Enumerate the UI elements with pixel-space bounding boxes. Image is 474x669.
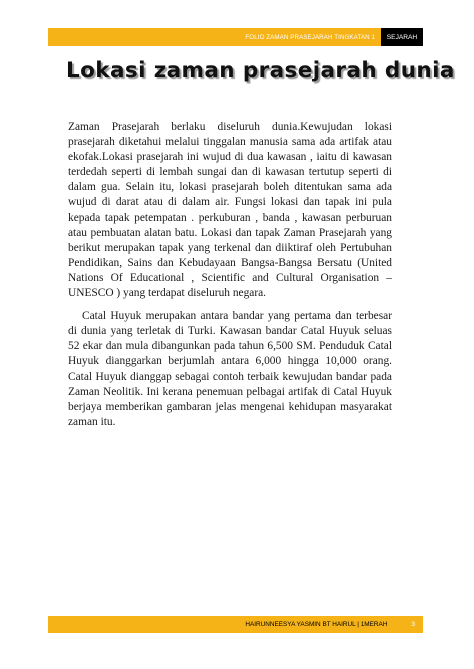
document-body xyxy=(68,120,392,430)
footer-author: HAIRUNNEESYA YASMIN BT HAIRUL | 1MERAH xyxy=(245,621,388,628)
page-number: 3 xyxy=(411,621,415,628)
header-section-label: SEJARAH xyxy=(381,28,423,46)
header-bar xyxy=(48,28,423,46)
paragraph: Catal Huyuk merupakan antara bandar yang pertama dan terbesar di dunia yang terletak di Turki. Kawasan bandar Catal Huyuk seluas 52 ekar dan mula dibangunkan pada tahun 6,500 SM. Penduduk Catal Huyuk dianggarkan berjumlah antara 6,000 hingga 10,000 orang. Catal Huyuk dianggap sebagai contoh terbaik kewujudan bandar pada Zaman Neolitik. Ini kerana penemuan pelbagai artifak di Catal Huyuk berjaya memberikan gambaran jelas mengenai kehidupan masyarakat zaman itu. xyxy=(68,310,392,428)
paragraph: Zaman Prasejarah berlaku diseluruh dunia.Kewujudan lokasi prasejarah diketahui melalui tinggalan manusia sama ada artifak atau ekofak.Lokasi prasejarah ini wujud di dua kawasan , iaitu di kawasan terdedah seperti di lembah sungai dan di kawasan tertutup seperti di dalam gua. Selain itu, lokasi prasejarah boleh ditentukan sama ada wujud di darat atau di dalam air. Fungsi lokasi dan tapak ini pula kepada tapak petempatan . perkuburan , banda , kawasan perburuan atau pembuatan alatan batu. Lokasi dan tapak Zaman Prasejarah yang berikut merupakan tapak yang terkenal dan diiktiraf oleh Pertubuhan Pendidikan, Sains dan Kebudayaan Bangsa-Bangsa Bersatu (United Nations Of Educational , Scientific and Cultural Organisation – UNESCO ) yang terdapat diseluruh negara. xyxy=(68,121,392,300)
footer-bar xyxy=(48,616,423,633)
page-title: Lokasi zaman prasejarah dunia xyxy=(66,58,455,83)
header-title: FOLIO ZAMAN PRASEJARAH TINGKATAN 1 xyxy=(245,33,375,41)
